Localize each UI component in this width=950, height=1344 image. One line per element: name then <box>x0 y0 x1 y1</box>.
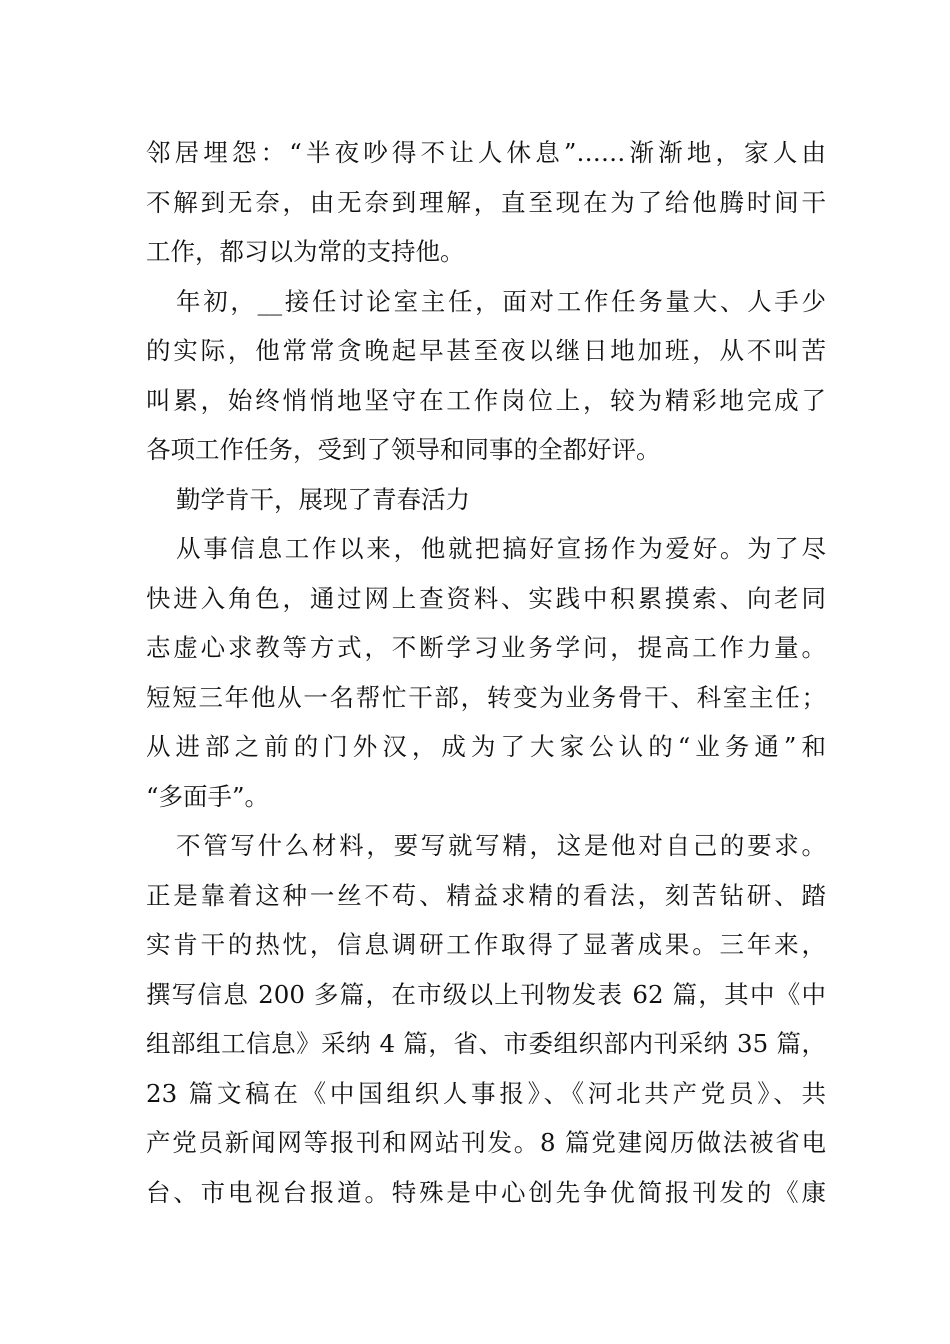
text-line: 实肯干的热忱，信息调研工作取得了显著成果。三年来， <box>146 930 826 959</box>
paragraph-first-line: 不管写什么材料，要写就写精，这是他对自己的要求。 <box>176 831 826 860</box>
document-body <box>146 128 826 1217</box>
text-line: 快进入角色，通过网上查资料、实践中积累摸索、向老同 <box>146 583 826 613</box>
text-line: 23 篇文稿在《中国组织人事报》、《河北共产党员》、共 <box>146 1078 826 1108</box>
paragraph-first-line: 年初，__接任讨论室主任，面对工作任务量大、人手少 <box>176 286 826 316</box>
text-line: 不解到无奈，由无奈到理解，直至现在为了给他腾时间干 <box>146 187 826 217</box>
text-line: 工作，都习以为常的支持他。 <box>146 237 465 266</box>
text-line: 撰写信息 200 多篇，在市级以上刊物发表 62 篇，其中《中 <box>146 979 826 1009</box>
paragraph-first-line: 从事信息工作以来，他就把搞好宣扬作为爱好。为了尽 <box>176 534 826 563</box>
text-line: 叫累，始终悄悄地坚守在工作岗位上，较为精彩地完成了 <box>146 385 826 415</box>
text-line: 各项工作任务，受到了领导和同事的全都好评。 <box>146 435 661 464</box>
text-line: “多面手”。 <box>146 781 270 811</box>
text-line: 从进部之前的门外汉，成为了大家公认的“业务通”和 <box>146 732 826 761</box>
text-line: 短短三年他从一名帮忙干部，转变为业务骨干、科室主任； <box>146 682 826 712</box>
text-line: 正是靠着这种一丝不苟、精益求精的看法，刻苦钻研、踏 <box>146 880 826 910</box>
section-heading: 勤学肯干，展现了青春活力 <box>176 484 470 514</box>
text-line: 的实际，他常常贪晚起早甚至夜以继日地加班，从不叫苦 <box>146 336 826 365</box>
text-line: 志虚心求教等方式，不断学习业务学问，提高工作力量。 <box>146 633 826 662</box>
text-line: 产党员新闻网等报刊和网站刊发。8 篇党建阅历做法被省电 <box>146 1128 826 1157</box>
text-line: 邻居埋怨：“半夜吵得不让人休息”……渐渐地，家人由 <box>146 138 826 167</box>
text-line: 组部组工信息》采纳 4 篇，省、市委组织部内刊采纳 35 篇， <box>146 1029 826 1058</box>
text-line: 台、市电视台报道。特殊是中心创先争优简报刊发的《康 <box>146 1177 826 1207</box>
